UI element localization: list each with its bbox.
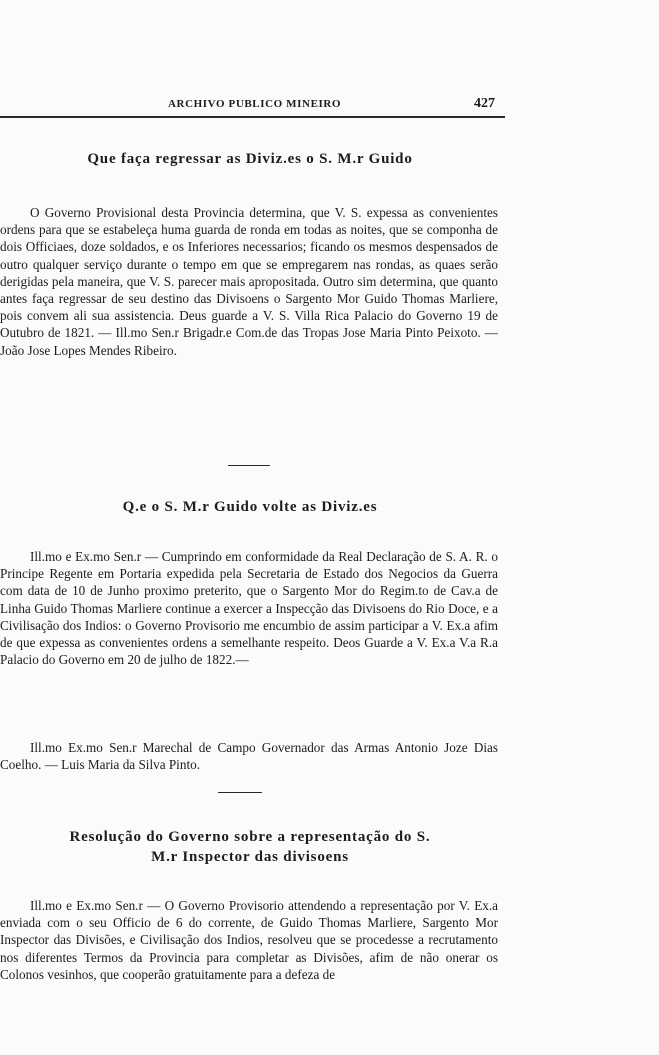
section-2-paragraph-1: Ill.mo e Ex.mo Sen.r — Cumprindo em conformidade da Real Declaração de S. A. R. o Principe Regente em Portaria expedida pela Secretaria de Estado dos Negocios da Guerra com data de 10 de Junho proximo preterito, que o Sargento Mor do Regim.to de Cav.a de Linha Guido Thomas Marliere continue a exercer a Inspecção das Divisoens do Rio Doce, e a Civilisação dos Indios: o Governo Provisorio me encumbio de assim participar a V. Ex.a afim de que expessa as convenientes ordens a semelhante respeito. Deos Guarde a V. Ex.a V.a R.a Palacio do Governo em 20 de julho de 1822.— xyxy=(0,549,498,668)
section-2-paragraph-2: Ill.mo Ex.mo Sen.r Marechal de Campo Governador das Armas Antonio Joze Dias Coelho. — Luis Maria da Silva Pinto. xyxy=(0,740,498,773)
section-title-1: Que faça regressar as Diviz.es o S. M.r Guido xyxy=(87,151,413,167)
section-3-paragraph: Ill.mo e Ex.mo Sen.r — O Governo Provisorio attendendo a representação por V. Ex.a enviada com o seu Officio de 6 do corrente, de Guido Thomas Marliere, Sargento Mor Inspector das Divisões, e Civilisação dos Indios, resolveu que se procedesse a recrutamento nos diferentes Termos da Provincia para completar as Divisões, afim de não onerar os Colonos vesinhos, que cooperão gratuitamente para a defeza de xyxy=(0,898,498,982)
section-title-2: Q.e o S. M.r Guido volte as Diviz.es xyxy=(122,499,378,515)
section-1-paragraph: O Governo Provisional desta Provincia determina, que V. S. expessa as convenientes ordens para que se estabeleça huma guarda de ronda em todas as noites, que se componha de dois Officiaes, doze soldados, e os Inferiores necessarios; ficando os mesmos despensados de outro qualquer serviço durante o tempo em que se empregarem nas rondas, as quaes serão derigidas pela maneira, que V. S. parecer mais apropositada. Outro sim determina, que quanto antes faça regressar de seu destino das Divisoens o Sargento Mor Guido Thomas Marliere, pois convem ali sua assistencia. Deus guarde a V. S. Villa Rica Palacio do Governo 19 de Outubro de 1821. — Ill.mo Sen.r Brigadr.e Com.de das Tropas Jose Maria Pinto Peixoto. — João Jose Lopes Mendes Ribeiro. xyxy=(0,205,498,358)
running-title: ARCHIVO PUBLICO MINEIRO xyxy=(168,98,342,110)
running-head xyxy=(0,96,508,116)
section-title-3-line-2: M.r Inspector das divisoens xyxy=(151,849,349,865)
section-separator xyxy=(228,465,270,466)
header-rule xyxy=(0,116,505,118)
section-separator xyxy=(218,792,262,793)
section-title-3-line-1: Resolução do Governo sobre a representação do S. xyxy=(69,829,431,845)
page-number: 427 xyxy=(474,96,495,111)
